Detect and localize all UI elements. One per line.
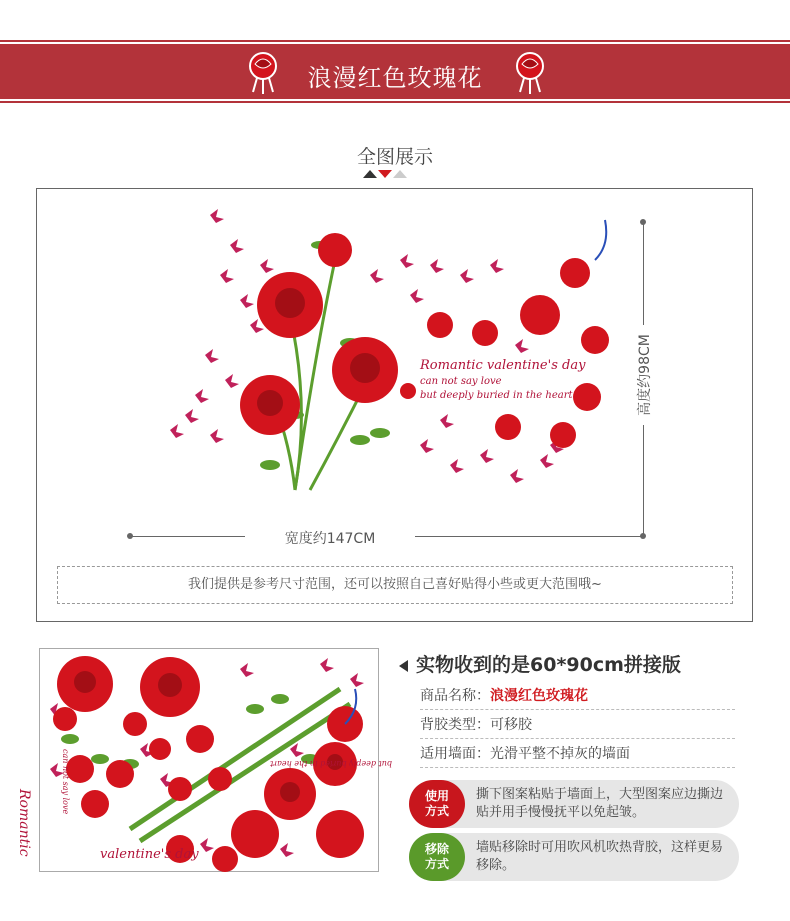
usage-badge (409, 780, 465, 828)
triangle-up-icon (363, 170, 377, 178)
height-label (630, 325, 658, 425)
section-title: 全图展示 (356, 146, 433, 168)
badge-line: 方式 (424, 804, 449, 818)
info-label: 适用墙面： (420, 746, 490, 762)
page-title: 浪漫红色玫瑰花 (307, 64, 483, 92)
info-value: 光滑平整不掉灰的墙面 (490, 746, 630, 762)
photo-text-line: can not say love (61, 749, 70, 815)
info-title-text: 实物收到的是60*90cm拼接版 (416, 654, 681, 676)
badge-line: 使用 (424, 789, 449, 803)
photo-text-valentine: valentine's day (100, 847, 199, 862)
banner-bottom-line (0, 101, 790, 103)
info-row-adhesive (420, 712, 735, 739)
preview-text-line: Romantic valentine's day (420, 358, 586, 373)
triangle-down-icon (378, 170, 392, 178)
width-label: 宽度约147CM (245, 528, 415, 548)
dimension-dot (127, 533, 133, 539)
info-label: 背胶类型： (420, 717, 490, 733)
section-divider (363, 170, 407, 178)
product-photo (16, 648, 393, 872)
preview-text-line: but deeply buried in the heart (420, 390, 573, 401)
preview-text-line: can not say love (420, 376, 502, 387)
banner-top-line (0, 40, 790, 42)
height-label-text: 高度约98CM (637, 334, 653, 416)
removal-text: 墙贴移除时可用吹风机吹热背胶，这样更易移除。 (476, 840, 724, 873)
rose-decal-preview (150, 205, 630, 505)
arrow-left-icon (399, 660, 408, 672)
info-value: 浪漫红色玫瑰花 (490, 688, 588, 704)
size-note: 我们提供是参考尺寸范围，还可以按照自己喜好贴得小些或更大范围哦~ (57, 566, 733, 604)
info-row-name (420, 683, 735, 710)
ribbon (595, 220, 606, 260)
badge-line: 移除 (424, 842, 449, 856)
info-label: 商品名称： (420, 688, 490, 704)
preview-text (420, 358, 585, 401)
info-title (399, 650, 681, 677)
dimension-dot (640, 219, 646, 225)
removal-badge (409, 833, 465, 881)
info-row-wall (420, 741, 735, 768)
usage-text: 撕下图案粘贴于墙面上，大型图案应边撕边贴并用手慢慢抚平以免起皱。 (476, 787, 724, 820)
triangle-up-icon (393, 170, 407, 178)
info-value: 可移胶 (490, 717, 532, 733)
photo-text-line: but deeply buried in the heart (270, 759, 393, 768)
badge-line: 方式 (424, 857, 449, 871)
photo-text-romantic: Romantic (16, 789, 32, 857)
